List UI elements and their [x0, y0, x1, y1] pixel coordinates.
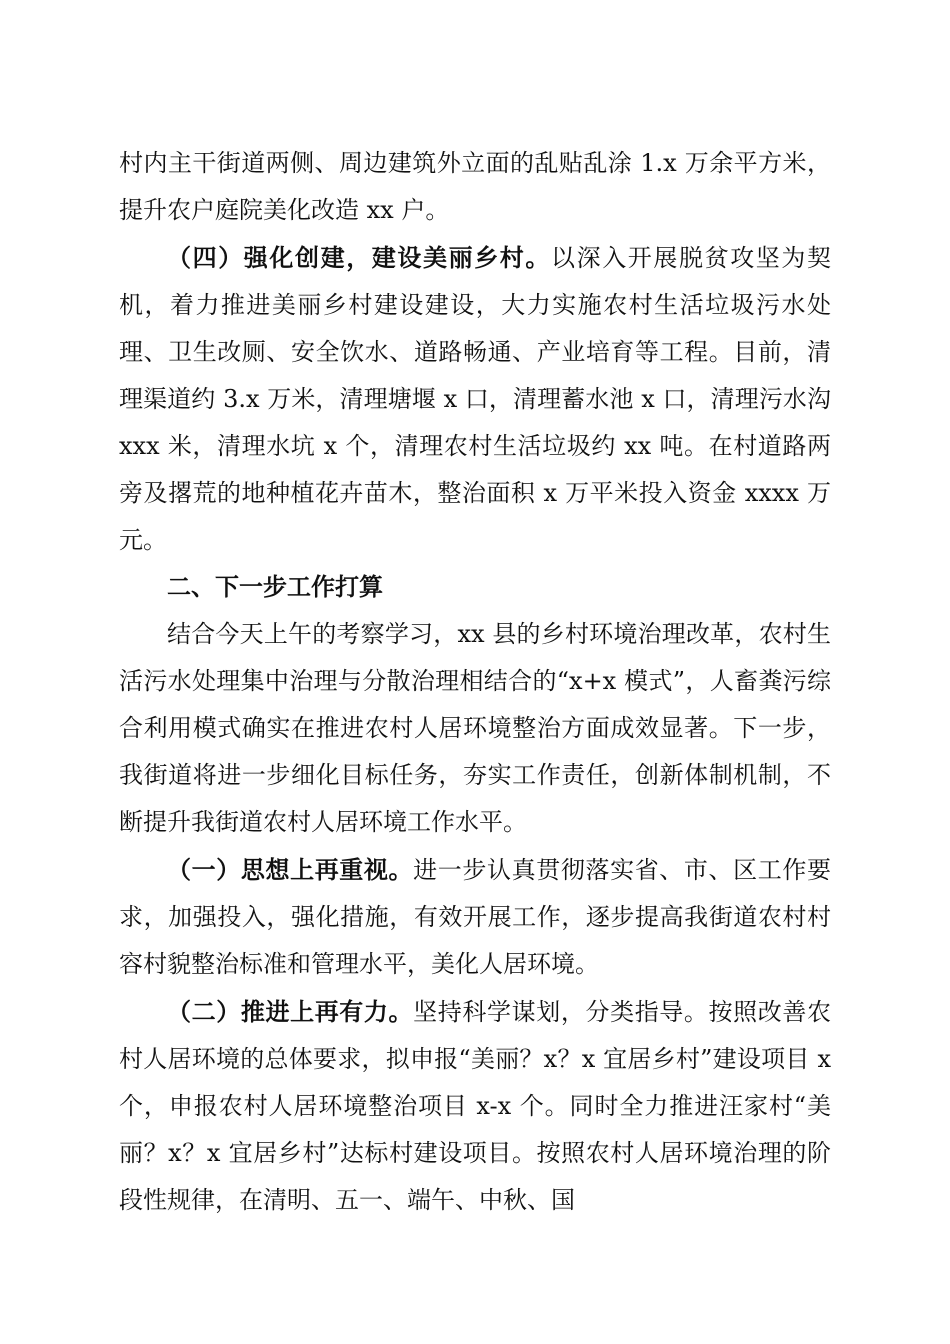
section-heading: [119, 564, 831, 611]
paragraph-text: 以深入开展脱贫攻坚为契机，着力推进美丽乡村建设建设，大力实施农村生活垃圾污水处理、卫生改厕、安全饮水、道路畅通、产业培育等工程。目前，清理渠道约 3.x 万米，清理塘堰 x 口，清理蓄水池 x 口，清理污水沟 xxx 米，清理水坑 x 个，清理农村生活垃圾约 xx 吨。在村道路两旁及撂荒的地种植花卉苗木，整治面积 x 万平米投入资金 xxxx 万元。: [119, 244, 831, 554]
heading-text: 二、下一步工作打算: [167, 573, 383, 601]
paragraph-text: 坚持科学谋划，分类指导。按照改善农村人居环境的总体要求，拟申报“美丽？x？x 宜居乡村”建设项目 x 个，申报农村人居环境整治项目 x-x 个。同时全力推进汪家村“美丽？x？x 宜居乡村”达标村建设项目。按照农村人居环境治理的阶段性规律，在清明、五一、端午、中秋、国: [119, 998, 832, 1214]
paragraph-continuation: [119, 140, 831, 234]
paragraph-item-2: [119, 988, 831, 1224]
paragraph-text: 村内主干街道两侧、周边建筑外立面的乱贴乱涂 1.x 万余平方米，提升农户庭院美化改造 xx 户。: [119, 149, 831, 224]
paragraph-lead: （一）思想上再重视。: [167, 855, 414, 884]
paragraph-lead: （二）推进上再有力。: [167, 997, 414, 1026]
document-body: [119, 140, 831, 1224]
paragraph-section-4: [119, 234, 831, 564]
paragraph-item-1: [119, 846, 831, 988]
paragraph-text: 结合今天上午的考察学习，xx 县的乡村环境治理改革，农村生活污水处理集中治理与分散治理相结合的“x+x 模式”，人畜粪污综合利用模式确实在推进农村人居环境整治方面成效显著。下一步，我街道将进一步细化目标任务，夯实工作责任，创新体制机制，不断提升我街道农村人居环境工作水平。: [119, 620, 831, 836]
paragraph-next-steps-intro: [119, 611, 831, 846]
paragraph-lead: （四）强化创建，建设美丽乡村。: [167, 243, 551, 272]
paragraph-text: 进一步认真贯彻落实省、市、区工作要求，加强投入，强化措施，有效开展工作，逐步提高我街道农村村容村貌整治标准和管理水平，美化人居环境。: [119, 856, 832, 978]
